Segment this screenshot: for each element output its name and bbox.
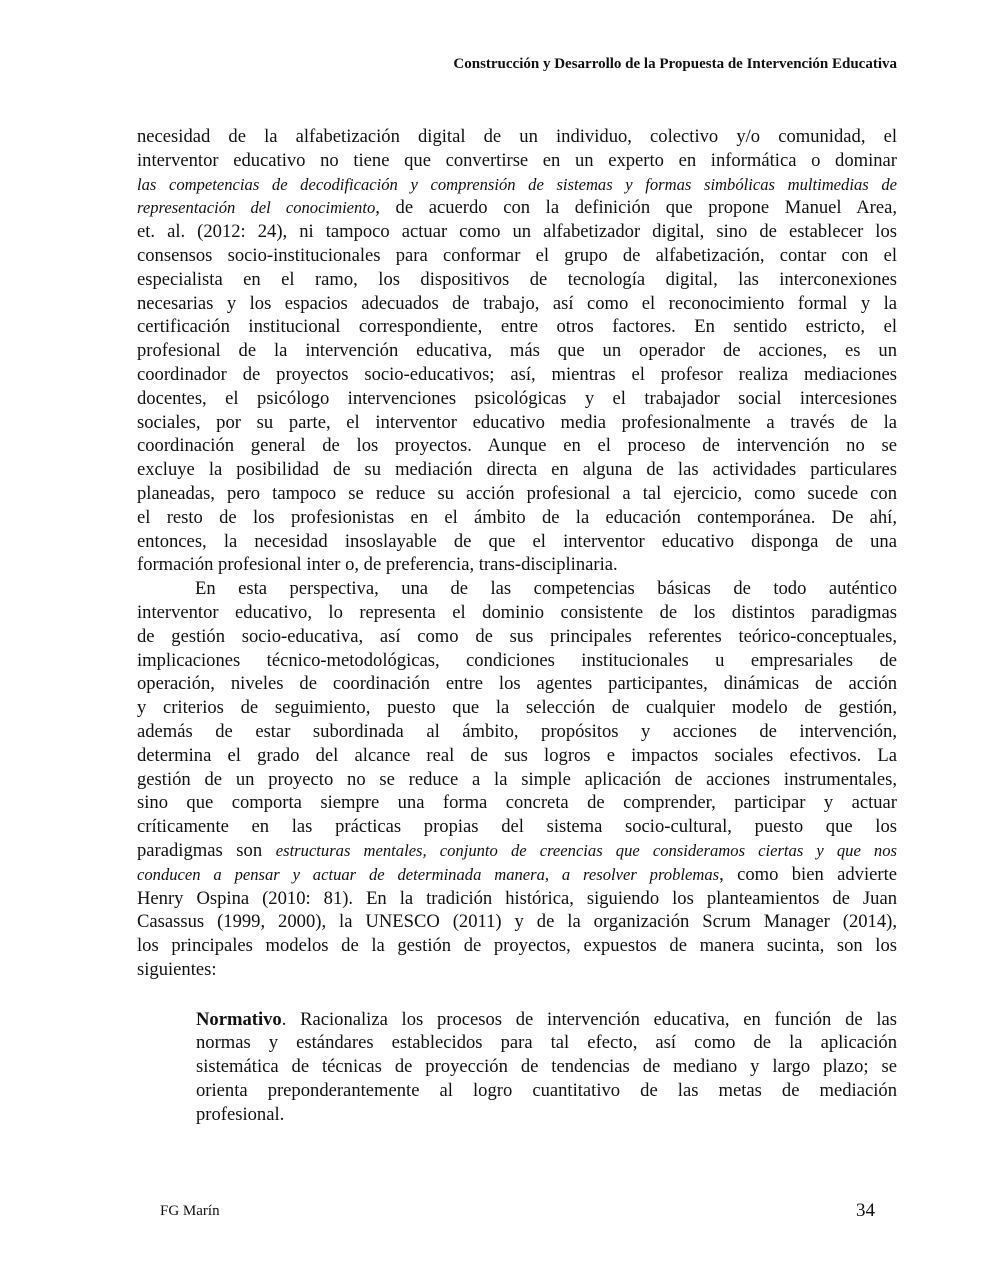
text-line [137, 411, 897, 435]
text-line [137, 577, 897, 601]
text-span: coordinador de proyectos socio-educativos; así, mientras el profesor realiza mediaciones [137, 363, 897, 385]
text-span: especialista en el ramo, los dispositivos de tecnología digital, las interconexiones [137, 268, 897, 290]
text-line [137, 958, 897, 982]
text-span: planeadas, pero tampoco se reduce su acción profesional a tal ejercicio, como sucede con [137, 482, 897, 504]
text-span: de gestión socio-educativa, así como de sus principales referentes teórico-conceptuales, [137, 625, 897, 647]
text-line [137, 387, 897, 411]
text-line [137, 625, 897, 649]
text-span: interventor educativo no tiene que convertirse en un experto en informática o dominar [137, 149, 897, 171]
paragraph-intro [137, 125, 897, 577]
text-span: siguientes: [137, 958, 217, 980]
text-span: los principales modelos de la gestión de proyectos, expuestos de manera sucinta, son los [137, 935, 897, 957]
text-span: operación, niveles de coordinación entre los agentes participantes, dinámicas de acción [137, 673, 897, 695]
text-line [137, 815, 897, 839]
text-line [137, 530, 897, 554]
text-span: consensos socio-institucionales para conformar el grupo de alfabetización, contar con el [137, 244, 897, 266]
text-span: sociales, por su parte, el interventor educativo media profesionalmente a través de la [137, 411, 897, 433]
running-header: Construcción y Desarrollo de la Propuesta de Intervención Educativa [453, 56, 897, 72]
text-line [137, 720, 897, 744]
text-span: gestión de un proyecto no se reduce a la simple aplicación de acciones instrumentales, [137, 768, 897, 790]
bold-term: Normativo [196, 1008, 282, 1030]
text-line [137, 696, 897, 720]
text-line [137, 268, 897, 292]
text-span: profesional de la intervención educativa, más que un operador de acciones, es un [137, 340, 897, 362]
text-line [137, 839, 897, 863]
text-span: entonces, la necesidad insoslayable de que el interventor educativo disponga de una [137, 530, 897, 552]
text-line [137, 339, 897, 363]
text-line [137, 434, 897, 458]
text-line [137, 791, 897, 815]
text-line [196, 1055, 897, 1079]
text-line [137, 553, 897, 577]
text-line [137, 934, 897, 958]
text-line [137, 292, 897, 316]
text-line [196, 1079, 897, 1103]
text-span: normas y estándares establecidos para tal efecto, así como de la aplicación [196, 1032, 897, 1054]
text-span: críticamente en las prácticas propias del sistema socio-cultural, puesto que los [137, 816, 897, 838]
page-number: 34 [856, 1200, 875, 1221]
text-line [196, 1008, 897, 1032]
text-span: , de acuerdo con la definición que propone Manuel Area, [375, 197, 897, 219]
text-line [196, 1103, 897, 1127]
text-line [137, 196, 897, 220]
text-span: determina el grado del alcance real de sus logros e impactos sociales efectivos. La [137, 744, 897, 766]
text-span: . Racionaliza los procesos de intervención educativa, en función de las [281, 1008, 897, 1030]
text-line [137, 244, 897, 268]
text-span: sino que comporta siempre una forma concreta de comprender, participar y actuar [137, 792, 897, 814]
text-line [137, 672, 897, 696]
text-span: , como bien advierte [719, 863, 897, 885]
text-span: Henry Ospina (2010: 81). En la tradición histórica, siguiendo los planteamientos de Juan [137, 887, 897, 909]
text-line [137, 458, 897, 482]
footer-author: FG Marín [160, 1203, 220, 1219]
italic-quote: estructuras mentales, conjunto de creencias que consideramos ciertas y que nos [275, 840, 897, 860]
paragraph-perspective [137, 577, 897, 982]
text-line [137, 149, 897, 173]
text-span: implicaciones técnico-metodológicas, condiciones institucionales u empresariales de [137, 649, 897, 671]
text-span: formación profesional inter o, de preferencia, trans-disciplinaria. [137, 554, 618, 576]
text-line [137, 482, 897, 506]
text-span: coordinación general de los proyectos. Aunque en el proceso de intervención no se [137, 435, 897, 457]
text-line [196, 1031, 897, 1055]
text-line [137, 220, 897, 244]
text-span: Casassus (1999, 2000), la UNESCO (2011) y de la organización Scrum Manager (2014), [137, 911, 897, 933]
text-line [137, 910, 897, 934]
text-span: paradigmas son [137, 839, 276, 861]
text-line [137, 363, 897, 387]
text-span: orienta preponderantemente al logro cuantitativo de las metas de mediación [196, 1080, 897, 1102]
text-span: profesional. [196, 1103, 285, 1125]
text-span: el resto de los profesionistas en el ámbito de la educación contemporánea. De ahí, [137, 506, 897, 528]
text-span: et. al. (2012: 24), ni tampoco actuar como un alfabetizador digital, sino de establecer los [137, 221, 897, 243]
text-line [137, 744, 897, 768]
text-span: En esta perspectiva, una de las competencias básicas de todo auténtico [195, 578, 897, 600]
text-span: sistemática de técnicas de proyección de tendencias de mediano y largo plazo; se [196, 1056, 897, 1078]
text-span: necesidad de la alfabetización digital de un individuo, colectivo y/o comunidad, el [137, 126, 897, 147]
italic-quote: representación del conocimiento [137, 198, 376, 218]
text-span: docentes, el psicólogo intervenciones psicológicas y el trabajador social intercesiones [137, 387, 897, 409]
italic-quote: las competencias de decodificación y comprensión de sistemas y formas simbólicas multimedias de [137, 174, 897, 194]
italic-quote: conducen a pensar y actuar de determinada manera, a resolver problemas [137, 864, 720, 884]
text-line [137, 506, 897, 530]
text-line [137, 649, 897, 673]
text-span: y criterios de seguimiento, puesto que la selección de cualquier modelo de gestión, [137, 697, 897, 719]
text-line [137, 601, 897, 625]
text-line [137, 125, 897, 149]
text-span: interventor educativo, lo representa el dominio consistente de los distintos paradigmas [137, 601, 897, 623]
block-normativo [196, 1008, 897, 1127]
text-span: certificación institucional correspondiente, entre otros factores. En sentido estricto, el [137, 316, 897, 338]
text-span: además de estar subordinada al ámbito, propósitos y acciones de intervención, [137, 720, 897, 742]
page-body [137, 125, 897, 1127]
text-line [137, 173, 897, 197]
text-line [137, 887, 897, 911]
text-span: necesarias y los espacios adecuados de trabajo, así como el reconocimiento formal y la [137, 292, 897, 314]
text-line [137, 315, 897, 339]
text-line [137, 768, 897, 792]
text-span: excluye la posibilidad de su mediación directa en alguna de las actividades particulares [137, 459, 897, 481]
text-line [137, 863, 897, 887]
